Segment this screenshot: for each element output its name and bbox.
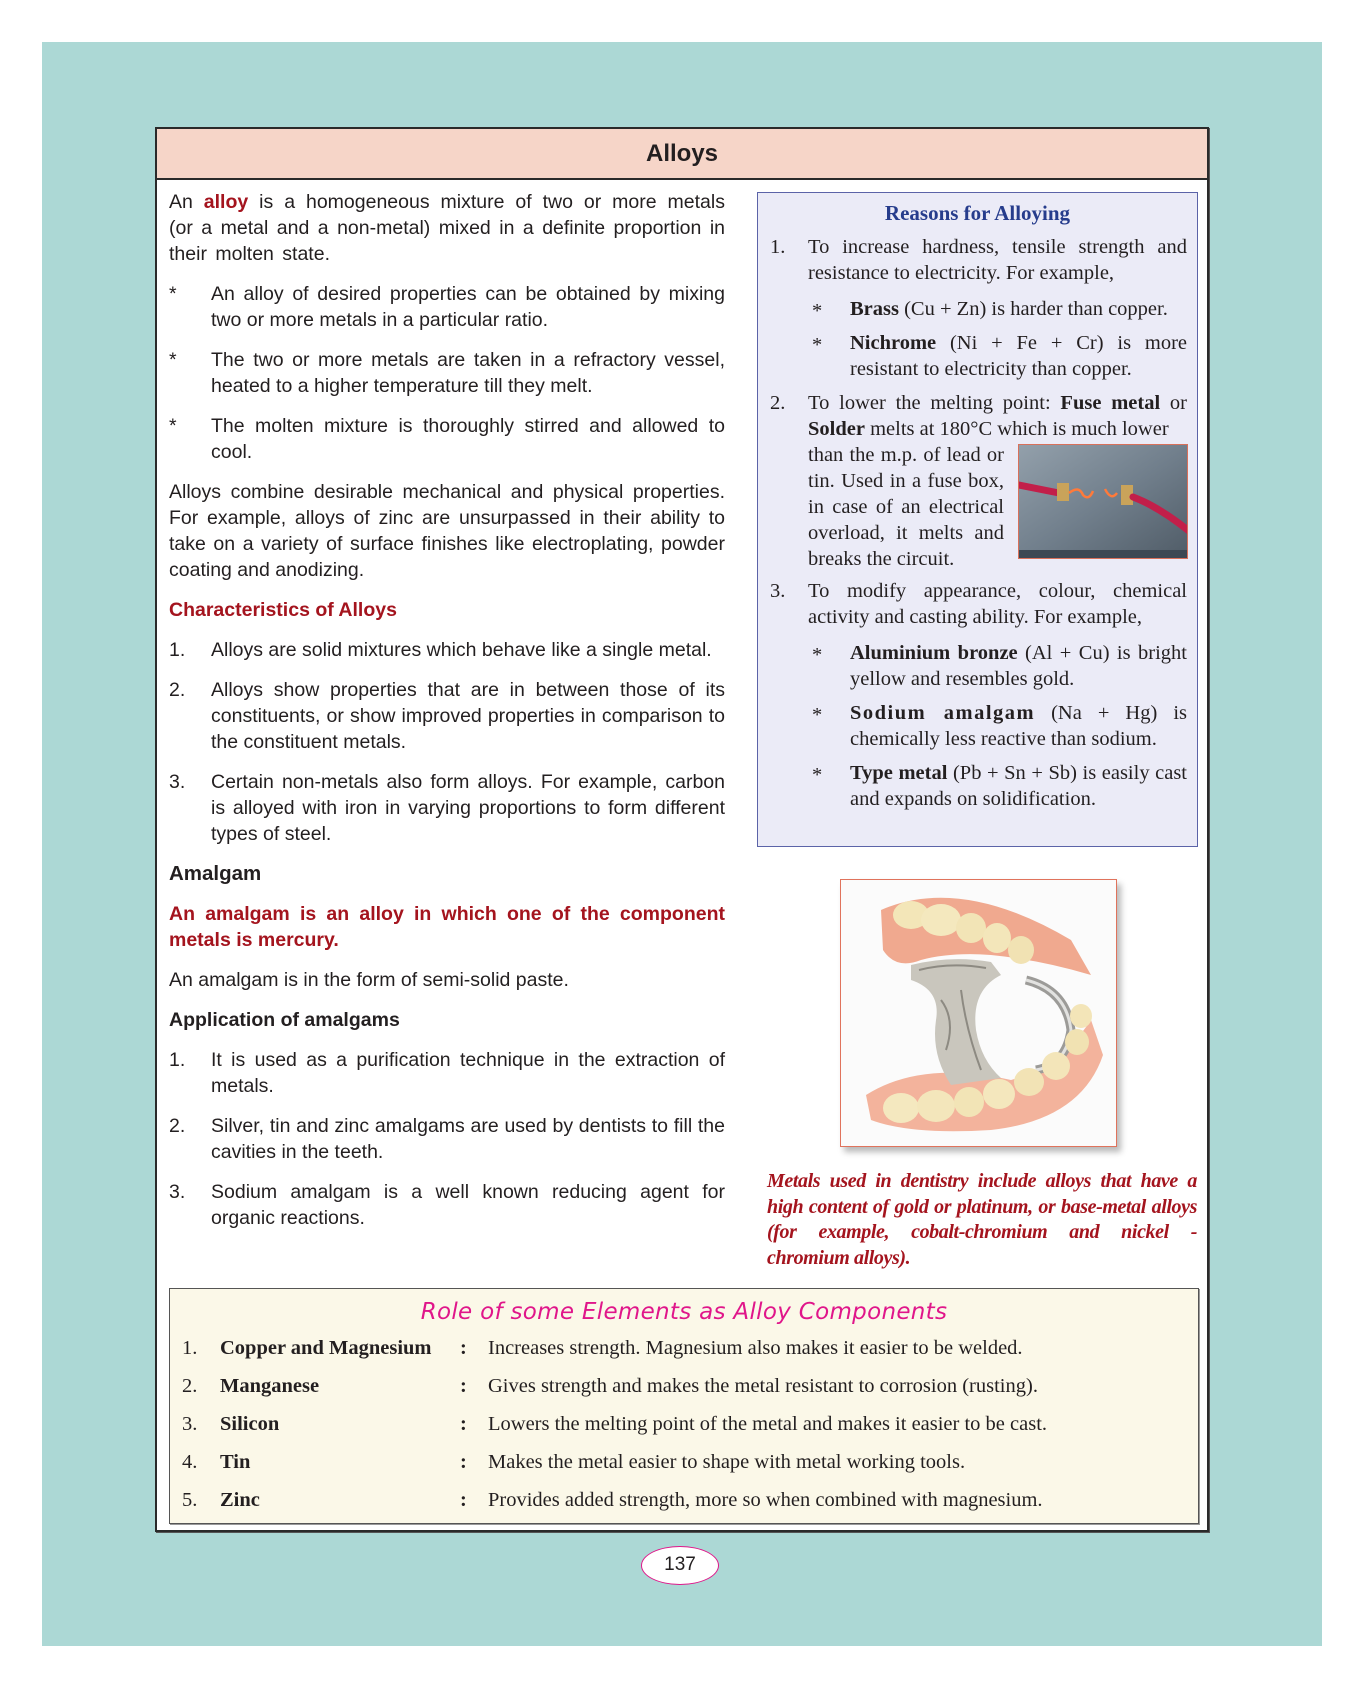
element-name: Tin [220,1451,251,1473]
fuse-row [758,442,1197,570]
row-number: 2. [182,1375,198,1397]
example-text: (Al + Cu) is bright yellow and resembles gold. [850,642,1187,690]
reason-example [758,760,1197,812]
denture-caption: Metals used in dentistry include alloys that have a high content of gold or platinum, or base-metal alloys (for example, cobalt-chromium and nickel - chromium alloys). [767,1170,1197,1269]
alloy-name: Brass [850,298,899,320]
item-text: Alloys show properties that are in between those of its constituents, or show improved properties in comparison to the constituent metals. [211,679,725,753]
amalgam-form: An amalgam is in the form of semi-solid paste. [169,969,569,991]
item-number: 1. [169,639,186,661]
role-row [170,1447,1198,1477]
page-number: 137 [641,1546,719,1585]
denture-image [840,879,1117,1147]
alloy-keyword: alloy [203,191,249,213]
role-row [170,1371,1198,1401]
element-role: Gives strength and makes the metal resistant to corrosion (rusting). [488,1375,1038,1397]
element-role: Makes the metal easier to shape with metal working tools. [488,1451,966,1473]
reason-example [758,296,1197,322]
reason-example [758,640,1197,692]
reason-example [758,700,1197,752]
item-number: 1. [770,236,786,258]
characteristic-item [169,677,725,755]
characteristic-item [169,637,725,663]
item-text: Alloys are solid mixtures which behave like a single metal. [211,639,712,661]
section-title: Alloys [645,140,719,167]
example-text: (Cu + Zn) is harder than copper. [898,298,1168,320]
bullet-marker: * [169,349,177,371]
reason-text: To modify appearance, colour, chemical activity and casting ability. For example, [808,580,1187,628]
intro-prefix: An [169,191,204,213]
application-item [169,1179,725,1231]
bullet-marker: * [812,644,823,666]
role-of-elements-box [169,1288,1199,1524]
reason-item [758,578,1197,630]
bullet-marker: * [812,704,823,726]
fuse-wire-image [1018,444,1188,559]
combine-paragraph: Alloys combine desirable mechanical and physical properties. For example, alloys of zinc are unsurpassed in their ability to take on a variety of surface finishes like electroplating, powder coating and anodizing. [169,481,725,581]
element-name: Copper and Magnesium [220,1337,432,1359]
role-row [170,1485,1198,1515]
separator: : [460,1451,467,1473]
intro-paragraph [169,189,725,267]
application-item [169,1113,725,1165]
prep-text: An alloy of desired properties can be obtained by mixing two or more metals in a particular ratio. [211,283,725,331]
row-number: 1. [182,1337,198,1359]
fuse-wire-illustration [1019,445,1188,559]
intro-rest: is a homogeneous mixture of two or more metals (or a metal and a non-metal) mixed in a definite proportion in their molten state. [169,191,725,265]
separator: : [460,1337,467,1359]
item-text: Silver, tin and zinc amalgams are used by dentists to fill the cavities in the teeth. [211,1115,725,1163]
prep-text: The molten mixture is thoroughly stirred and allowed to cool. [211,415,725,463]
separator: : [460,1375,467,1397]
reason-example [758,330,1197,382]
alloys-section [155,127,1209,1532]
alloy-name: Aluminium bronze [850,642,1018,664]
element-name: Silicon [220,1413,280,1435]
item-number: 2. [770,392,786,414]
alloy-name: Type metal [850,762,948,784]
example-text: (Na + Hg) is chemically less reactive than sodium. [850,702,1187,750]
item-text: Certain non-metals also form alloys. For example, carbon is alloyed with iron in varying proportions to form different types of steel. [211,771,725,845]
row-number: 3. [182,1413,198,1435]
prep-text: The two or more metals are taken in a refractory vessel, heated to a higher temperature till they melt. [211,349,725,397]
reason-item [758,390,1197,442]
reasons-for-alloying-box [757,192,1198,847]
alloy-name: Nichrome [850,332,937,354]
prep-point [169,281,725,333]
row-number: 5. [182,1489,198,1511]
reason-text: To increase hardness, tensile strength and resistance to electricity. For example, [808,236,1187,284]
reason-text: or [1160,392,1188,414]
item-number: 3. [169,771,186,793]
bullet-marker: * [169,415,177,437]
item-number: 3. [169,1181,186,1203]
denture-illustration [841,880,1117,1147]
applications-heading: Application of amalgams [169,1009,400,1031]
characteristics-heading: Characteristics of Alloys [169,599,397,621]
reasons-title: Reasons for Alloying [884,201,1071,225]
bullet-marker: * [812,764,823,786]
bullet-marker: * [812,300,823,322]
left-column [169,189,725,1231]
bullet-marker: * [169,283,177,305]
item-number: 3. [770,580,786,602]
application-item [169,1047,725,1099]
item-number: 1. [169,1049,186,1071]
separator: : [460,1489,467,1511]
reason-item [758,234,1197,286]
item-text: Sodium amalgam is a well known reducing agent for organic reactions. [211,1181,725,1229]
solder-term: Solder [808,418,865,440]
role-row [170,1333,1198,1363]
example-text: (Pb + Sn + Sb) is easily cast and expands on solidification. [850,762,1187,810]
bullet-marker: * [812,334,823,356]
item-text: It is used as a purification technique in the extraction of metals. [211,1049,725,1097]
amalgam-definition: An amalgam is an alloy in which one of the component metals is mercury. [169,903,725,951]
characteristic-item [169,769,725,847]
reason-text: melts at 180°C which is much lower [864,418,1169,440]
role-title: Role of some Elements as Alloy Components [420,1299,948,1325]
role-row [170,1409,1198,1439]
example-text: (Ni + Fe + Cr) is more resistant to electricity than copper. [850,332,1187,380]
prep-point [169,413,725,465]
fuse-metal-term: Fuse metal [1060,392,1161,414]
row-number: 4. [182,1451,198,1473]
amalgam-heading: Amalgam [169,862,262,885]
fuse-description: than the m.p. of lead or tin. Used in a fuse box, in case of an electrical overload, it melts and breaks the circuit. [808,444,1004,570]
element-role: Lowers the melting point of the metal and makes it easier to be cast. [488,1413,1048,1435]
prep-point [169,347,725,399]
element-role: Provides added strength, more so when combined with magnesium. [488,1489,1043,1511]
item-number: 2. [169,679,186,701]
item-number: 2. [169,1115,186,1137]
element-name: Zinc [220,1489,260,1511]
element-role: Increases strength. Magnesium also makes it easier to be welded. [488,1337,1023,1359]
section-header [157,129,1207,180]
alloy-name: Sodium amalgam [850,702,1036,724]
reason-text: To lower the melting point: [808,392,1061,414]
element-name: Manganese [220,1375,320,1397]
separator: : [460,1413,467,1435]
